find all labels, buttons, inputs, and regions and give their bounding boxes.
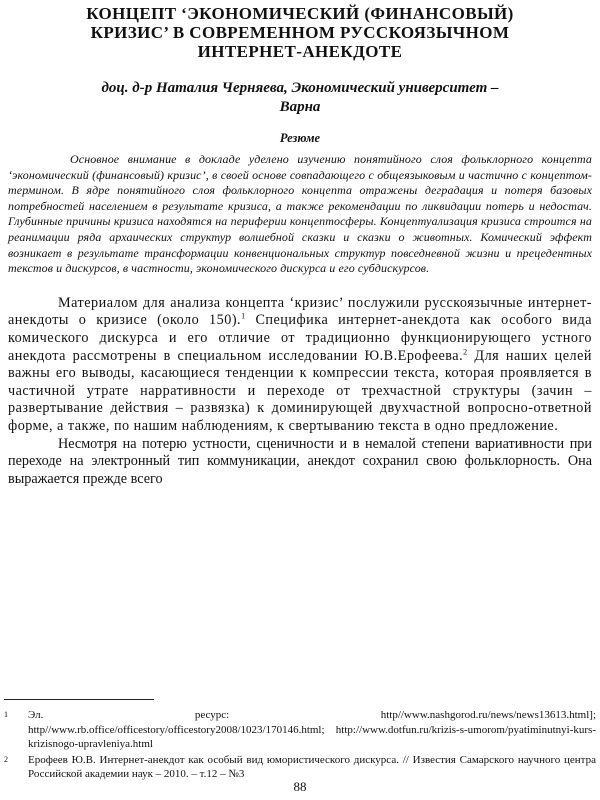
- title-line-1: КОНЦЕПТ ‘ЭКОНОМИЧЕСКИЙ (ФИНАНСОВЫЙ): [86, 4, 514, 23]
- author-line: [4, 79, 596, 117]
- page-title: [4, 4, 596, 61]
- body-paragraph-1: [8, 295, 592, 436]
- resume-text: Основное внимание в докладе уделено изучению понятийного слоя фольклорного концепта ‘экономический (финансовый) кризис’, в своей основе совпадающего с общеязыковым и частично с концептом-термином. В ядре понятийного слоя фольклорного концепта отражены деградация и потеря базовых потребностей населением в результате кризиса, а также рекомендации по ликвидации потерь и недостач. Глубинные причины кризиса находятся на периферии концептосферы. Концептуализация кризиса строится на реанимации ряда архаических структур волшебной сказки и сказки о животных. Комический эффект возникает в результате трансформации конвенциональных структур повседневной жизни и прецедентных текстов и дискурсов, в частности, экономического дискурса и его субдискурсов.: [8, 152, 592, 276]
- footnotes: [4, 708, 596, 783]
- footnote-1: [4, 708, 596, 752]
- author-line-1: доц. д-р Наталия Черняева, Экономический университет –: [101, 80, 499, 96]
- body-paragraph-1-part-2: Специфика интернет-анекдота как особого вида комического дискурса и его отличие от традиционно функционирующего устного анекдота рассмотрены в специальном исследовании Ю.В.Ерофеева.: [8, 312, 592, 364]
- page-number: 88: [293, 779, 307, 794]
- footnote-ref-1[interactable]: 1: [241, 311, 246, 321]
- footnote-1-number: 1: [4, 710, 8, 719]
- footnote-2: [4, 753, 596, 782]
- title-line-2: КРИЗИС’ В СОВРЕМЕННОМ РУССКОЯЗЫЧНОМ: [90, 23, 510, 42]
- resume-heading: Резюме: [279, 131, 321, 145]
- title-line-3: ИНТЕРНЕТ-АНЕКДОТЕ: [197, 42, 403, 61]
- footnote-1-text: Эл. ресурс: http//www.nashgorod.ru/news/news13613.html]; http//www.rb.office/officestory/officestory2008/1023/170146.html; http://www.dotfun.ru/krizis-s-umorom/pyatiminutnyi-kurs-krizisnogo-upravleniya.html: [28, 709, 596, 750]
- body-paragraph-2: Несмотря на потерю устности, сценичности и в немалой степени вариативности при переходе на электронный тип коммуникации, анекдот сохранил свою фольклорность. Она выражается прежде всего: [8, 435, 592, 487]
- body-paragraph-1-part-3: Для наших целей важны его выводы, касающиеся тенденции к компрессии текста, которая проявляется в частичной утрате нарративности и переходе от трехчастной структуры (зачин – развертывание действия – развязка) к доминирующей двухчастной вопросно-ответной форме, а также, по нашим наблюдениям, к свертыванию текста в одно предложение.: [8, 347, 592, 434]
- footnote-2-number: 2: [4, 754, 8, 764]
- footnote-2-text: Ерофеев Ю.В. Интернет-анекдот как особый вид юмористического дискурса. // Известия Самарского научного центра Российской академии наук – 2010. – т.12 – №3: [28, 753, 596, 780]
- body-paragraph-1-part-1: Материалом для анализа концепта ‘кризис’ послужили русскоязычные интернет-анекдоты о кризисе (около 150).: [8, 294, 592, 329]
- footnote-divider: [4, 699, 154, 700]
- footnote-ref-2[interactable]: 2: [463, 346, 468, 356]
- author-line-2: Варна: [279, 99, 321, 115]
